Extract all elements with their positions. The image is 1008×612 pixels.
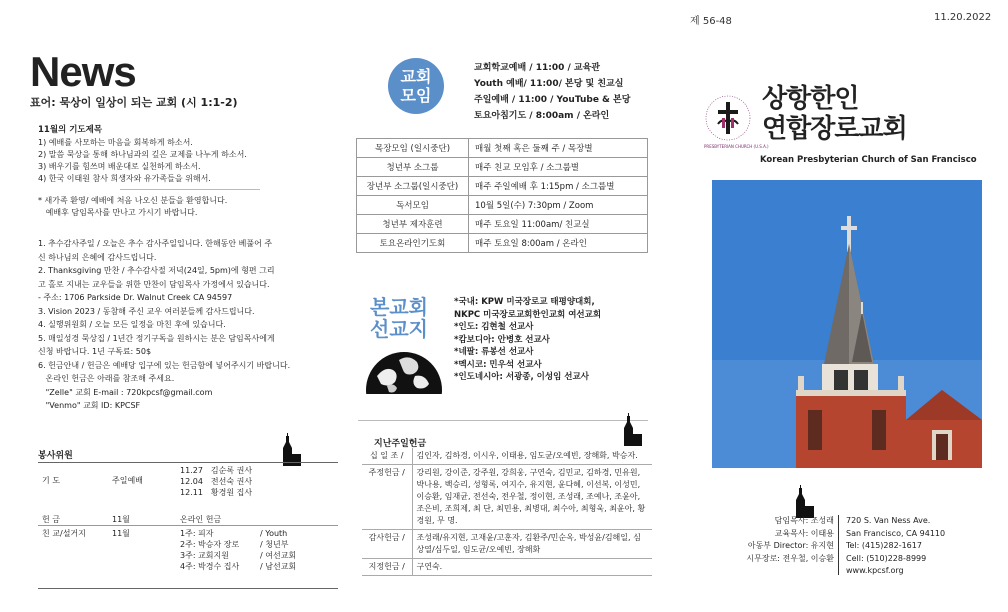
service-row (38, 465, 338, 476)
service-name: 황경원 집사 (210, 488, 253, 497)
church-icon (616, 412, 642, 446)
meetings-badge (388, 58, 444, 114)
service-type: 주일예배 (112, 476, 143, 485)
announcement-line: 고 홀로 지내는 교우들을 위한 만찬이 담임목사 가정에서 있습니다. (38, 279, 270, 289)
host-row (180, 528, 334, 539)
church-name-line: 상항한인 (762, 84, 859, 114)
church-name-line: 연합장로교회 (762, 114, 907, 144)
announcement-line: 4. 실행위원회 / 오늘 모든 일정을 마친 후에 있습니다. (38, 320, 226, 329)
host-group: / Youth (260, 529, 288, 538)
host-row (180, 561, 334, 572)
staff-item: 교육목사: 이태용 (774, 528, 834, 538)
meeting-time: 매월 첫째 혹은 둘째 주 / 목장별 (469, 139, 648, 158)
announcement-line: 신 하나님의 은혜에 감사드립니다. (38, 252, 157, 262)
schedule-item: Youth 예배/ 11:00/ 본당 및 친교실 (474, 79, 624, 89)
meeting-time: 매주 주일예배 후 1:15pm / 소그룹별 (469, 177, 648, 196)
service-name: 전선숙 권사 (210, 477, 253, 486)
host-who: 3주: 교회지원 (180, 551, 229, 560)
service-table (38, 465, 338, 572)
offering-type: 십 일 조 / (362, 448, 412, 465)
announcement-line: 신청 바랍니다. 1년 구독료: 50$ (38, 347, 152, 356)
welcome-notes (38, 195, 338, 219)
meeting-time: 매주 토요일 8:00am / 온라인 (469, 234, 648, 253)
staff-item: 아동부 Director: 유지현 (747, 541, 834, 550)
badge-line: 모임 (400, 86, 432, 105)
divider (38, 588, 338, 589)
schedule-item: 교회학교예배 / 11:00 / 교육관 (474, 63, 601, 73)
mission-item: *인도네시아: 서광종, 이성임 선교사 (454, 372, 589, 382)
offering-names: 김인자, 김하경, 이시우, 이태용, 임도균/오예빈, 장해화, 박승자. (412, 448, 652, 465)
news-title: News (30, 48, 136, 95)
service-month: 11월 (112, 515, 130, 524)
church-name (762, 84, 907, 144)
announcement-line: 1. 추수감사주일 / 오늘은 추수 감사주일입니다. 한해동안 베풀어 주 (38, 239, 273, 248)
missions-list (454, 296, 601, 384)
divider (838, 515, 839, 575)
staff-item: 담임목사: 조성래 (774, 516, 834, 525)
address-cell: Cell: (510)228-8999 (846, 553, 927, 563)
globe-icon (365, 346, 443, 394)
service-date: 11.27 (180, 466, 203, 475)
issue-number: 제 56-48 (690, 16, 732, 27)
schedule-item: 토요아침기도 / 8:00am / 온라인 (474, 111, 610, 121)
service-label: 기 도 (42, 476, 60, 485)
staff-item: 시무장로: 전우철, 이승환 (746, 553, 834, 563)
meetings-table (356, 138, 648, 253)
welcome-note: 예배후 담임목사를 만나고 가시기 바랍니다. (38, 208, 198, 217)
offering-type: 주정헌금 / (362, 465, 412, 530)
church-icon (275, 432, 301, 466)
meeting-name: 장년부 소그룹(일시중단) (357, 177, 469, 196)
host-who: 4주: 박경수 집사 (180, 562, 240, 571)
worship-schedule (474, 60, 630, 124)
prayer-title: 11월의 기도제목 (38, 125, 103, 135)
website-link[interactable]: www.kpcsf.org (846, 566, 904, 575)
divider (120, 189, 260, 190)
service-label: 헌 금 (42, 515, 60, 524)
meeting-row (357, 139, 648, 158)
logo-text: PRESBYTERIAN CHURCH (U.S.A.) (704, 144, 769, 149)
service-date: 12.04 (180, 477, 203, 486)
meeting-name: 청년부 제자훈련 (357, 215, 469, 234)
mission-item: *인도: 김현철 선교사 (454, 322, 534, 332)
announcements (38, 237, 338, 413)
missions-title-line: 본교회 (370, 295, 428, 319)
divider (358, 420, 648, 421)
meeting-name: 독서모임 (357, 196, 469, 215)
announcement-line: "Zelle" 교회 E-mail : 720kpcsf@gmail.com (38, 387, 213, 397)
host-row (180, 550, 334, 561)
divider (38, 462, 338, 463)
mission-item: NKPC 미국장로교회한인교회 여선교회 (454, 309, 602, 320)
offering-type: 지정헌금 / (362, 559, 412, 576)
prayer-section (38, 124, 338, 185)
offering-names: 강리원, 강이준, 강주원, 강희웅, 구연숙, 김민교, 김하경, 민유원, 박나용, 백승리, 성형록, 여지수, 유지현, 윤다혜, 이선복, 이성민, 이승환, 임재균, 전선숙, 전우철, 정이현, 조성래, 조예나, 조윤아, 조은비, 조희제, 최 단, 최민용, 최병대, 최수아, 최형욱, 최윤아, 황경원, 무 명. (412, 465, 652, 530)
meeting-time: 매주 친교 모임후 / 소그룹별 (469, 158, 648, 177)
issue-date: 11.20.2022 (934, 12, 992, 23)
offerings-table (362, 448, 652, 576)
offering-row (362, 465, 652, 530)
staff-list (726, 515, 834, 565)
meeting-row (357, 234, 648, 253)
mission-item: *네팔: 류봉선 선교사 (454, 347, 534, 357)
offering-row (362, 530, 652, 559)
schedule-item: 주일예배 / 11:00 / YouTube & 본당 (474, 95, 631, 105)
offering-row (362, 448, 652, 465)
host-who: 2주: 박승자 장로 (180, 540, 240, 549)
offering-type: 감사헌금 / (362, 530, 412, 559)
service-name: 김순록 권사 (210, 466, 253, 475)
announcement-line: 온라인 헌금은 아래를 참조해 주세요. (38, 374, 175, 383)
service-title: 봉사위원 (38, 451, 73, 461)
announcement-line: 2. Thanksgiving 만찬 / 추수감사절 저녁(24일, 5pm)에 형편 그리 (38, 266, 275, 275)
missions-title-line: 선교지 (370, 317, 428, 341)
meeting-name: 토요온라인기도회 (357, 234, 469, 253)
prayer-item: 3) 배우기를 힘쓰며 배운대로 실천하게 하소서. (38, 162, 201, 171)
announcement-line: 5. 매일성경 묵상집 / 1년간 정기구독을 원하시는 분은 담임목사에게 (38, 333, 275, 343)
service-row (38, 526, 338, 573)
announcement-line: "Venmo" 교회 ID: KPCSF (38, 401, 141, 410)
meeting-row (357, 177, 648, 196)
prayer-item: 2) 말씀 묵상을 통해 하나님과의 깊은 교제를 나누게 하소서. (38, 150, 247, 159)
motto: 표어: 묵상이 일상이 되는 교회 (시 1:1-2) (30, 96, 238, 109)
meeting-time: 매주 토요일 11:00am/ 친교실 (469, 215, 648, 234)
meeting-name: 목장모임 (일시중단) (357, 139, 469, 158)
badge-line: 교회 (400, 67, 432, 86)
welcome-note: * 새가족 환영/ 예배에 처음 나오신 분들을 환영합니다. (38, 196, 228, 205)
host-who: 1주: 피자 (180, 529, 214, 538)
mission-item: *멕시코: 민우석 선교사 (454, 359, 542, 370)
offering-names: 조성래/유지현, 고재윤/고훈자, 김환주/민순옥, 박성윤/김해일, 심상열/심두일, 임도균/오예빈, 장해화 (412, 530, 652, 559)
host-row (180, 539, 334, 550)
meeting-row (357, 215, 648, 234)
church-english-name: Korean Presbyterian Church of San Francisco (760, 155, 977, 165)
offering-names: 구연숙. (412, 559, 652, 576)
host-group: / 청년부 (260, 540, 289, 549)
church-icon (788, 484, 814, 518)
prayer-item: 4) 한국 이태원 참사 희생자와 유가족들을 위해서. (38, 174, 211, 183)
prayer-item: 1) 예배를 사모하는 마음을 회복하게 하소서. (38, 138, 193, 147)
mission-item: *국내: KPW 미국장로교 태평양대회, (454, 297, 595, 307)
meeting-name: 청년부 소그룹 (357, 158, 469, 177)
meeting-row (357, 196, 648, 215)
church-address (846, 515, 945, 578)
announcement-line: - 주소: 1706 Parkside Dr. Walnut Creek CA 94597 (38, 293, 233, 302)
service-month: 11월 (112, 529, 130, 538)
service-row (38, 498, 338, 526)
offering-row (362, 559, 652, 576)
church-photo (712, 180, 982, 468)
address-line: 720 S. Van Ness Ave. (846, 516, 931, 525)
service-date: 12.11 (180, 488, 203, 497)
service-desc: 온라인 헌금 (180, 515, 222, 524)
host-group: / 여선교회 (260, 551, 297, 560)
mission-item: *캄보디아: 안병호 선교사 (454, 334, 550, 345)
service-label: 친 교/설거지 (42, 529, 86, 538)
meeting-time: 10월 5일(수) 7:30pm / Zoom (469, 196, 648, 215)
offerings-title: 지난주일헌금 (374, 439, 427, 449)
address-phone: Tel: (415)282-1617 (846, 541, 922, 550)
announcement-line: 6. 헌금안내 / 헌금은 예배당 입구에 있는 헌금함에 넣어주시기 바랍니다. (38, 360, 291, 370)
missions-title (370, 296, 428, 340)
presbyterian-logo (704, 94, 752, 142)
host-group: / 남선교회 (260, 562, 297, 571)
address-line: San Francisco, CA 94110 (846, 528, 946, 538)
announcement-line: 3. Vision 2023 / 동참해 주신 교우 여러분들께 감사드립니다. (38, 306, 255, 316)
meeting-row (357, 158, 648, 177)
